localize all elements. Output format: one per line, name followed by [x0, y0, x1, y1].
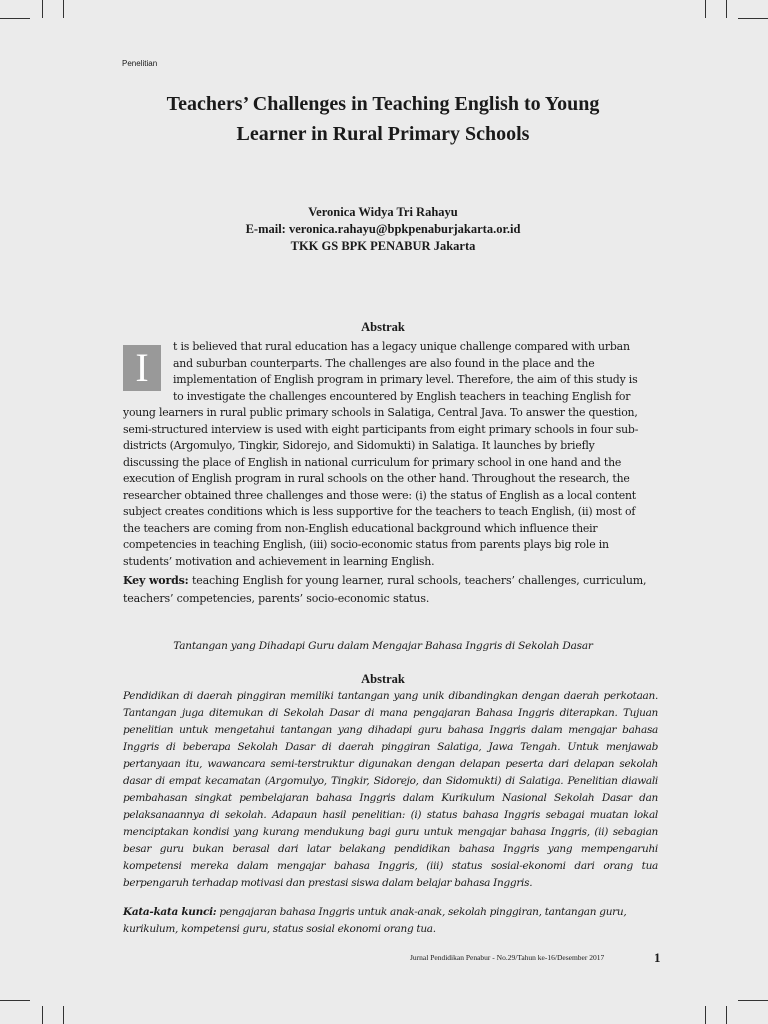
paper-title [122, 89, 644, 149]
crop-mark [63, 1006, 64, 1024]
crop-mark [0, 18, 30, 19]
keywords-text-id: pengajaran bahasa Inggris untuk anak-anak, sekolah pinggiran, tantangan guru, kurikulum, kompetensi guru, status sosial ekonomi orang tua. [123, 906, 627, 935]
title-line: Learner in Rural Primary Schools [236, 123, 530, 145]
abstract-body-id: Pendidikan di daerah pinggiran memiliki tantangan yang unik dibandingkan dengan daerah perkotaan. Tantangan juga ditemukan di Sekolah Dasar di mana pengajaran Bahasa Inggris diterapkan. Tujuan penelitian untuk mengetahui tantangan yang dihadapi guru bahasa Inggris dalam mengajar bahasa Inggris di beberapa Sekolah Dasar di daerah pinggiran Salatiga, Jawa Tengah. Untuk menjawab pertanyaan itu, wawancara semi-terstruktur digunakan dengan delapan peserta dari delapan sekolah dasar di empat kecamatan (Argomulyo, Tingkir, Sidorejo, dan Sidomukti) di Salatiga. Penelitian diawali pembahasan singkat pembelajaran bahasa Inggris dalam Kurikulum Nasional Sekolah Dasar dan pelaksanaannya di sekolah. Adapaun hasil penelitian: (i) status bahasa Inggris sebagai muatan lokal menciptakan kondisi yang kurang mendukung bagi guru untuk mengajar bahasa Inggris, (ii) sebagian besar guru bukan berasal dari latar belakang pendidikan bahasa Inggris yang mempengaruhi kompetensi mereka dalam mengajar bahasa Inggris, (iii) status sosial-ekonomi dari orang tua berpengaruh terhadap motivasi dan prestasi siswa dalam belajar bahasa Inggris. [123, 690, 658, 889]
crop-mark [705, 0, 706, 18]
author-email: E-mail: veronica.rahayu@bpkpenaburjakarta.or.id [245, 222, 521, 236]
keywords-text: teaching English for young learner, rural schools, teachers’ challenges, curriculum, teachers’ competencies, parents’ socio-economic status. [123, 574, 647, 605]
abstract-heading: Abstrak [361, 320, 405, 334]
crop-mark [726, 1006, 727, 1024]
keywords-label-id: Kata-kata kunci: [123, 906, 217, 918]
section-label: Penelitian [122, 59, 158, 68]
page-number: 1 [654, 950, 661, 965]
crop-mark [63, 0, 64, 18]
drop-cap: I [123, 345, 161, 391]
journal-footer: Jurnal Pendidikan Penabur - No.29/Tahun ke-16/Desember 2017 [410, 953, 605, 962]
crop-mark [42, 1006, 43, 1024]
keywords [123, 572, 653, 608]
author-block [122, 204, 644, 255]
abstract-heading-id: Abstrak [361, 672, 405, 686]
abstract-text: t is believed that rural education has a legacy unique challenge compared with urban and suburban counterparts. The challenges are also found in the place and the implementation of English program in primary level. Therefore, the aim of this study is to investigate the challenges encountered by English teachers in teaching English for young learners in rural public primary schools in Salatiga, Central Java. To answer the question, semi-structured interview is used with eight participants from eight primary schools in four sub-districts (Argomulyo, Tingkir, Sidorejo, and Sidomukti) in Salatiga. It launches by briefly discussing the place of English in national curriculum for primary school in one hand and the execution of English program in rural schools on the other hand. Throughout the research, the researcher obtained three challenges and those were: (i) the status of English as a local content subject creates conditions which is less supportive for the teachers to teach English, (ii) most of the teachers are coming from non-English educational background which influence their competencies in teaching English, (iii) socio-economic status from parents plays big role in students’ motivation and achievement in learning English. [123, 340, 639, 568]
keywords-label: Key words: [123, 574, 189, 587]
crop-mark [738, 18, 768, 19]
crop-mark [738, 1000, 768, 1001]
crop-mark [42, 0, 43, 18]
title-line: Teachers’ Challenges in Teaching English to Young [166, 93, 600, 115]
crop-mark [705, 1006, 706, 1024]
crop-mark [726, 0, 727, 18]
abstract-body [123, 339, 645, 570]
author-name: Veronica Widya Tri Rahayu [308, 205, 458, 219]
crop-mark [0, 1000, 30, 1001]
author-affiliation: TKK GS BPK PENABUR Jakarta [290, 239, 476, 253]
keywords-id [123, 904, 658, 938]
indonesian-title: Tantangan yang Dihadapi Guru dalam Mengajar Bahasa Inggris di Sekolah Dasar [173, 640, 593, 652]
